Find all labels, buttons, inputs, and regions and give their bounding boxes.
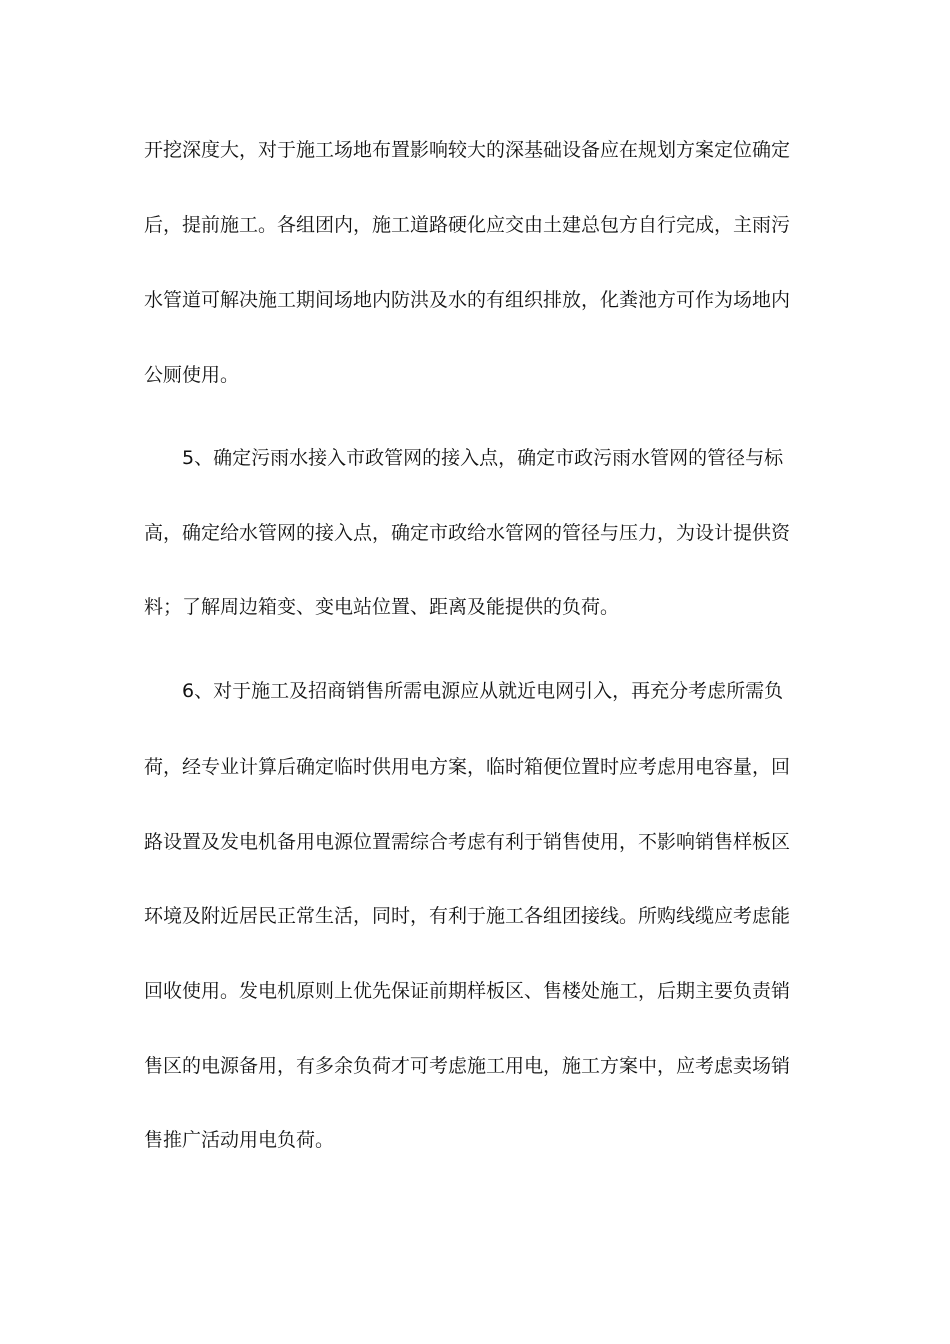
text-line: 开挖深度大，对于施工场地布置影响较大的深基础设备应在规划方案定位确定 xyxy=(144,139,791,161)
text-line: 售推广活动用电负荷。 xyxy=(144,1129,335,1151)
text-line: 料；了解周边箱变、变电站位置、距离及能提供的负荷。 xyxy=(144,596,620,618)
text-line: 公厕使用。 xyxy=(144,364,240,386)
text-line: 环境及附近居民正常生活，同时，有利于施工各组团接线。所购线缆应考虑能 xyxy=(144,905,791,927)
text-line: 6、对于施工及招商销售所需电源应从就近电网引入，再充分考虑所需负 xyxy=(182,680,784,702)
text-line: 回收使用。发电机原则上优先保证前期样板区、售楼处施工，后期主要负责销 xyxy=(144,980,791,1002)
text-line: 售区的电源备用，有多余负荷才可考虑施工用电，施工方案中，应考虑卖场销 xyxy=(144,1055,791,1077)
text-line: 荷，经专业计算后确定临时供用电方案，临时箱便位置时应考虑用电容量，回 xyxy=(144,756,791,778)
text-line: 后，提前施工。各组团内，施工道路硬化应交由土建总包方自行完成，主雨污 xyxy=(144,214,791,236)
text-line: 高，确定给水管网的接入点，确定市政给水管网的管径与压力，为设计提供资 xyxy=(144,522,791,544)
text-line: 水管道可解决施工期间场地内防洪及水的有组织排放，化粪池方可作为场地内 xyxy=(144,289,791,311)
text-line: 5、确定污雨水接入市政管网的接入点，确定市政污雨水管网的管径与标 xyxy=(182,447,784,469)
text-line: 路设置及发电机备用电源位置需综合考虑有利于销售使用，不影响销售样板区 xyxy=(144,831,791,853)
